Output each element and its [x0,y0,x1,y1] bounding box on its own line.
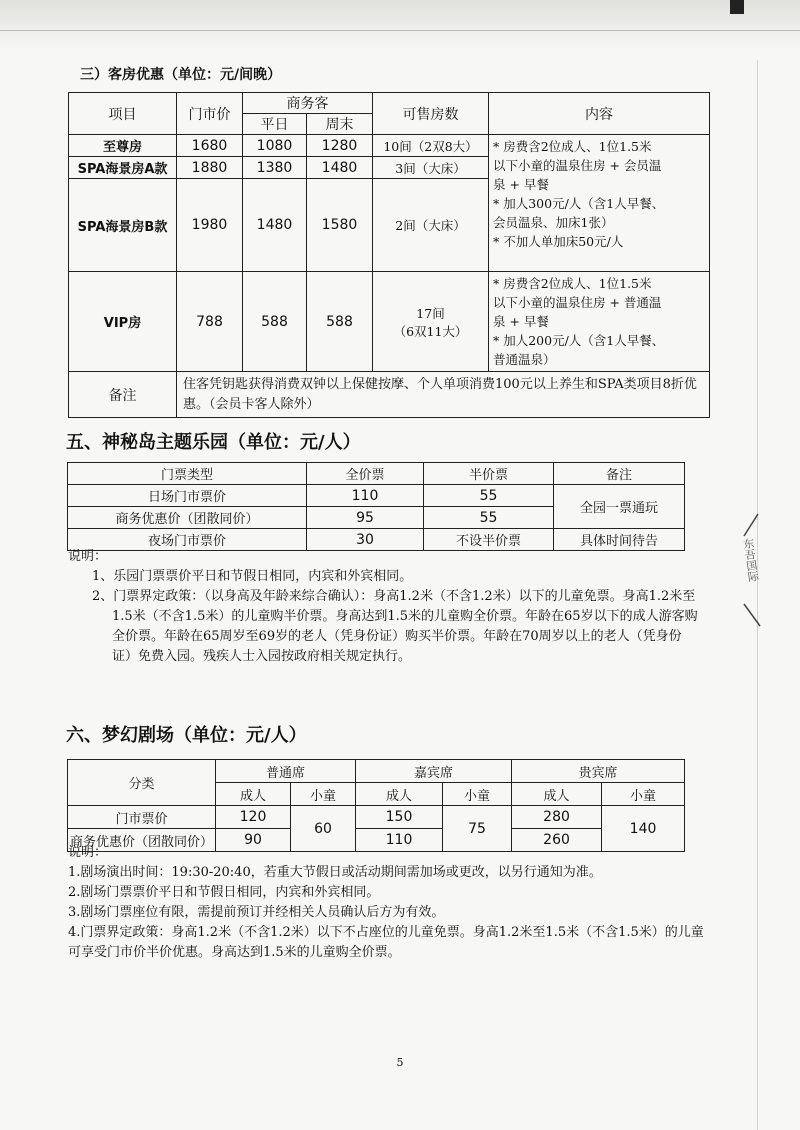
weekend-price: 1580 [307,179,373,272]
door-price: 1980 [177,179,243,272]
vip-child-price: 75 [443,806,512,852]
header-business: 商务客 [243,93,373,114]
header-adult: 成人 [512,783,602,806]
note-item: 2、门票界定政策：（以身高及年龄来综合确认）：身高1.2米（不含1.2米）以下的儿童免票。身高1.2米至1.5米（不含1.5米）的儿童购半价票。身高达到1.5米的儿童购全价票。年龄在65岁以下的成人游客购全价票。年龄在65周岁至69岁的老人（凭身份证）购买半价票。年龄在70周岁以上的老人（凭身份证）免费入园。残疾人士入园按政府相关规定执行。 [92,589,698,664]
honor-child-price: 140 [602,806,685,852]
full-price: 95 [307,507,424,529]
header-child: 小童 [443,783,512,806]
header-category: 分类 [68,760,216,806]
weekend-price: 1280 [307,135,373,157]
honor-adult-price: 280 [512,806,602,829]
room-name: SPA海景房B款 [69,179,177,272]
header-adult: 成人 [356,783,443,806]
content-line: * 加人200元/人（含1人早餐、 [493,333,665,348]
room-name: SPA海景房A款 [69,157,177,179]
content-line: * 房费含2位成人、1位1.5米 [493,139,652,154]
room-content-b [489,272,710,372]
header-available: 可售房数 [373,93,489,135]
half-price: 55 [424,485,554,507]
stamp-text: 东吾国际 [740,537,760,583]
note-item: 3.剧场门票座位有限，需提前预订并经相关人员确认后方为有效。 [68,905,445,920]
weekend-price: 588 [307,272,373,372]
note-item: 4.门票界定政策：身高1.2米（不含1.2米）以下不占座位的儿童免票。身高1.2米至1.5米（不含1.5米）的儿童可享受门市价半价优惠。身高达到1.5米的儿童购全价票。 [68,925,704,960]
content-line: 普通温泉） [493,352,556,367]
note-item: 1.剧场演出时间：19:30-20:40，若重大节假日或活动期间需加场或更改，以另行通知为准。 [68,865,602,880]
content-line: 泉 + 早餐 [493,314,549,329]
header-honor-seat: 贵宾席 [512,760,685,783]
available-count: 17间 [416,305,445,321]
normal-adult-price: 90 [216,829,291,852]
door-price: 1880 [177,157,243,179]
notes-label: 说明： [68,845,108,860]
ticket-type: 日场门市票价 [68,485,307,507]
category: 门市票价 [68,806,216,829]
remark-label: 备注 [69,372,177,418]
full-price: 110 [307,485,424,507]
header-content: 内容 [489,93,710,135]
content-line: * 房费含2位成人、1位1.5米 [493,276,652,291]
available-rooms [373,272,489,372]
header-item: 项目 [69,93,177,135]
theme-park-table [67,462,685,551]
ticket-type: 商务优惠价（团散同价） [68,507,307,529]
scan-line [0,30,800,31]
page-number: 5 [396,1056,404,1069]
remark-time: 具体时间待告 [554,529,685,551]
vip-adult-price: 110 [356,829,443,852]
header-remark: 备注 [554,463,685,485]
header-half-price: 半价票 [424,463,554,485]
room-name: VIP房 [69,272,177,372]
header-weekend: 周末 [307,114,373,135]
content-line: * 加人300元/人（含1人早餐、 [493,196,665,211]
content-line: 以下小童的温泉住房 + 会员温 [493,158,662,173]
weekday-price: 1480 [243,179,307,272]
section6-notes [68,843,708,963]
available-rooms: 2间（大床） [373,179,489,272]
content-line: 泉 + 早餐 [493,177,549,192]
header-adult: 成人 [216,783,291,806]
vip-adult-price: 150 [356,806,443,829]
remark-text: 住客凭钥匙获得消费双钟以上保健按摩、个人单项消费100元以上养生和SPA类项目8折优惠。（会员卡客人除外） [177,372,710,418]
normal-child-price: 60 [291,806,356,852]
content-line: 会员温泉、加床1张） [493,215,614,230]
available-detail: （6双11大） [393,323,468,339]
door-price: 1680 [177,135,243,157]
room-discount-table [68,92,710,418]
content-line: 以下小童的温泉住房 + 普通温 [493,295,662,310]
section5-title: 五、神秘岛主题乐园（单位：元/人） [66,432,361,453]
full-price: 30 [307,529,424,551]
corner-mark [730,0,744,14]
available-rooms: 10间（2双8大） [373,135,489,157]
theater-table [67,759,685,852]
header-child: 小童 [602,783,685,806]
normal-adult-price: 120 [216,806,291,829]
remark-all-in-one: 全园一票通玩 [554,485,685,529]
weekday-price: 588 [243,272,307,372]
header-ticket-type: 门票类型 [68,463,307,485]
content-line: * 不加人单加床50元/人 [493,234,624,249]
header-door-price: 门市价 [177,93,243,135]
note-item: 2.剧场门票票价平日和节假日相同，内宾和外宾相同。 [68,885,380,900]
note-item: 1、乐园门票票价平日和节假日相同，内宾和外宾相同。 [92,569,413,584]
honor-adult-price: 260 [512,829,602,852]
section5-notes [68,547,698,667]
section3-title: 三）客房优惠（单位：元/间晚） [80,67,282,83]
header-vip-seat: 嘉宾席 [356,760,512,783]
header-normal-seat: 普通席 [216,760,356,783]
half-price: 不设半价票 [424,529,554,551]
door-price: 788 [177,272,243,372]
weekday-price: 1080 [243,135,307,157]
header-weekday: 平日 [243,114,307,135]
section6-title: 六、梦幻剧场（单位：元/人） [66,725,307,746]
category: 商务优惠价（团散同价） [68,829,216,852]
room-name: 至尊房 [69,135,177,157]
scan-top-edge [0,0,800,50]
notes-label: 说明： [68,549,108,564]
weekend-price: 1480 [307,157,373,179]
header-full-price: 全价票 [307,463,424,485]
half-price: 55 [424,507,554,529]
header-child: 小童 [291,783,356,806]
ticket-type: 夜场门市票价 [68,529,307,551]
available-rooms: 3间（大床） [373,157,489,179]
weekday-price: 1380 [243,157,307,179]
room-content-a [489,135,710,272]
